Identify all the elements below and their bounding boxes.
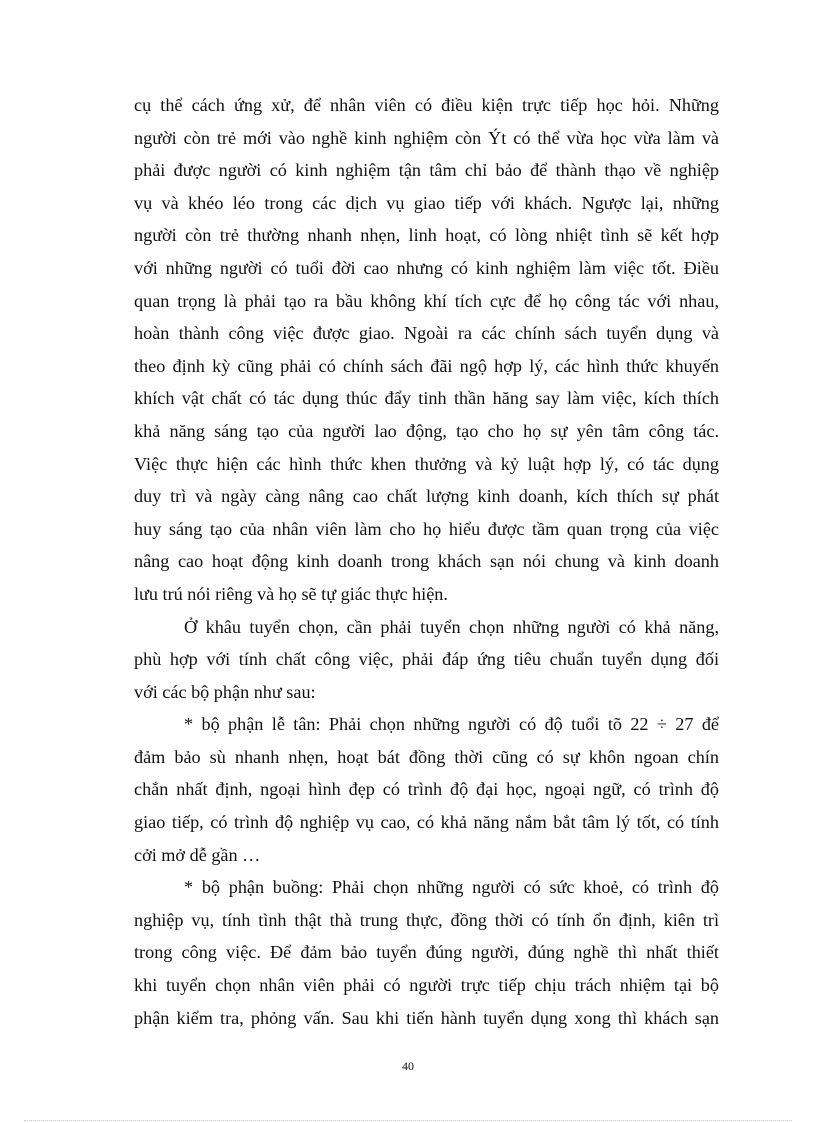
page-number: 40 (402, 1059, 414, 1073)
text-line: khi tuyển chọn nhân viên phải có người trực tiếp chịu trách nhiệm tại bộ (134, 975, 719, 996)
text-line: với các bộ phận như sau: (134, 681, 316, 702)
text-line: Ở khâu tuyển chọn, cần phải tuyển chọn những người có khả năng, (184, 616, 719, 637)
text-line: trong công việc. Để đảm bảo tuyển đúng người, đúng nghề thì nhất thiết (134, 942, 719, 963)
text-line: hoàn thành công việc được giao. Ngoài ra các chính sách tuyển dụng và (134, 323, 719, 344)
text-line: giao tiếp, có trình độ nghiệp vụ cao, có khả năng nắm bắt tâm lý tốt, có tính (134, 812, 719, 833)
text-line: khả năng sáng tạo của người lao động, tạo cho họ sự yên tâm công tác. (134, 420, 719, 441)
text-line: lưu trú nói riêng và họ sẽ tự giác thực hiện. (134, 583, 448, 604)
text-line: * bộ phận buồng: Phải chọn những người có sức khoẻ, có trình độ (184, 877, 719, 898)
text-line: nâng cao hoạt động kinh doanh trong khách sạn nói chung và kinh doanh (134, 551, 719, 572)
text-line: khích vật chất có tác dụng thúc đẩy tinh thần hăng say làm việc, kích thích (134, 388, 719, 409)
text-line: duy trì và ngày càng nâng cao chất lượng kinh doanh, kích thích sự phát (134, 486, 719, 507)
text-line: theo định kỳ cũng phải có chính sách đãi ngộ hợp lý, các hình thức khuyến (134, 355, 719, 376)
text-line: nghiệp vụ, tính tình thật thà trung thực, đồng thời có tính ổn định, kiên trì (134, 909, 719, 930)
text-line: quan trọng là phải tạo ra bầu không khí tích cực để họ công tác với nhau, (134, 290, 719, 311)
text-line: Việc thực hiện các hình thức khen thưởng và kỷ luật hợp lý, có tác dụng (134, 453, 719, 474)
text-line: phải được người có kinh nghiệm tận tâm chỉ bảo để thành thạo về nghiệp (134, 160, 719, 181)
text-line: cụ thể cách ứng xử, để nhân viên có điều kiện trực tiếp học hỏi. Những (134, 95, 719, 115)
text-line: người còn trẻ thường nhanh nhẹn, linh hoạt, có lòng nhiệt tình sẽ kết hợp (134, 225, 719, 246)
text-line: cởi mở dễ gần … (134, 844, 261, 865)
text-line: phận kiểm tra, phỏng vấn. Sau khi tiến hành tuyển dụng xong thì khách sạn (134, 1007, 719, 1028)
page-divider (24, 1120, 792, 1121)
text-line: phù hợp với tính chất công việc, phải đáp ứng tiêu chuẩn tuyển dụng đối (134, 649, 719, 670)
text-line: đảm bảo sù nhanh nhẹn, hoạt bát đồng thời cũng có sự khôn ngoan chín (134, 746, 719, 767)
text-line: * bộ phận lễ tân: Phải chọn những người có độ tuổi tõ 22 ÷ 27 để (184, 714, 719, 735)
text-line: với những người có tuổi đời cao nhưng có kinh nghiệm làm việc tốt. Điều (134, 257, 719, 278)
text-line: chắn nhất định, ngoại hình đẹp có trình độ đại học, ngoại ngữ, có trình độ (134, 779, 719, 800)
text-line: vụ và khéo léo trong các dịch vụ giao tiếp với khách. Ngược lại, những (134, 192, 719, 213)
text-line: huy sáng tạo của nhân viên làm cho họ hiểu được tầm quan trọng của việc (134, 518, 719, 539)
body-text (134, 89, 719, 1034)
text-line: người còn trẻ mới vào nghề kinh nghiệm còn Ýt có thể vừa học vừa làm và (134, 127, 719, 148)
